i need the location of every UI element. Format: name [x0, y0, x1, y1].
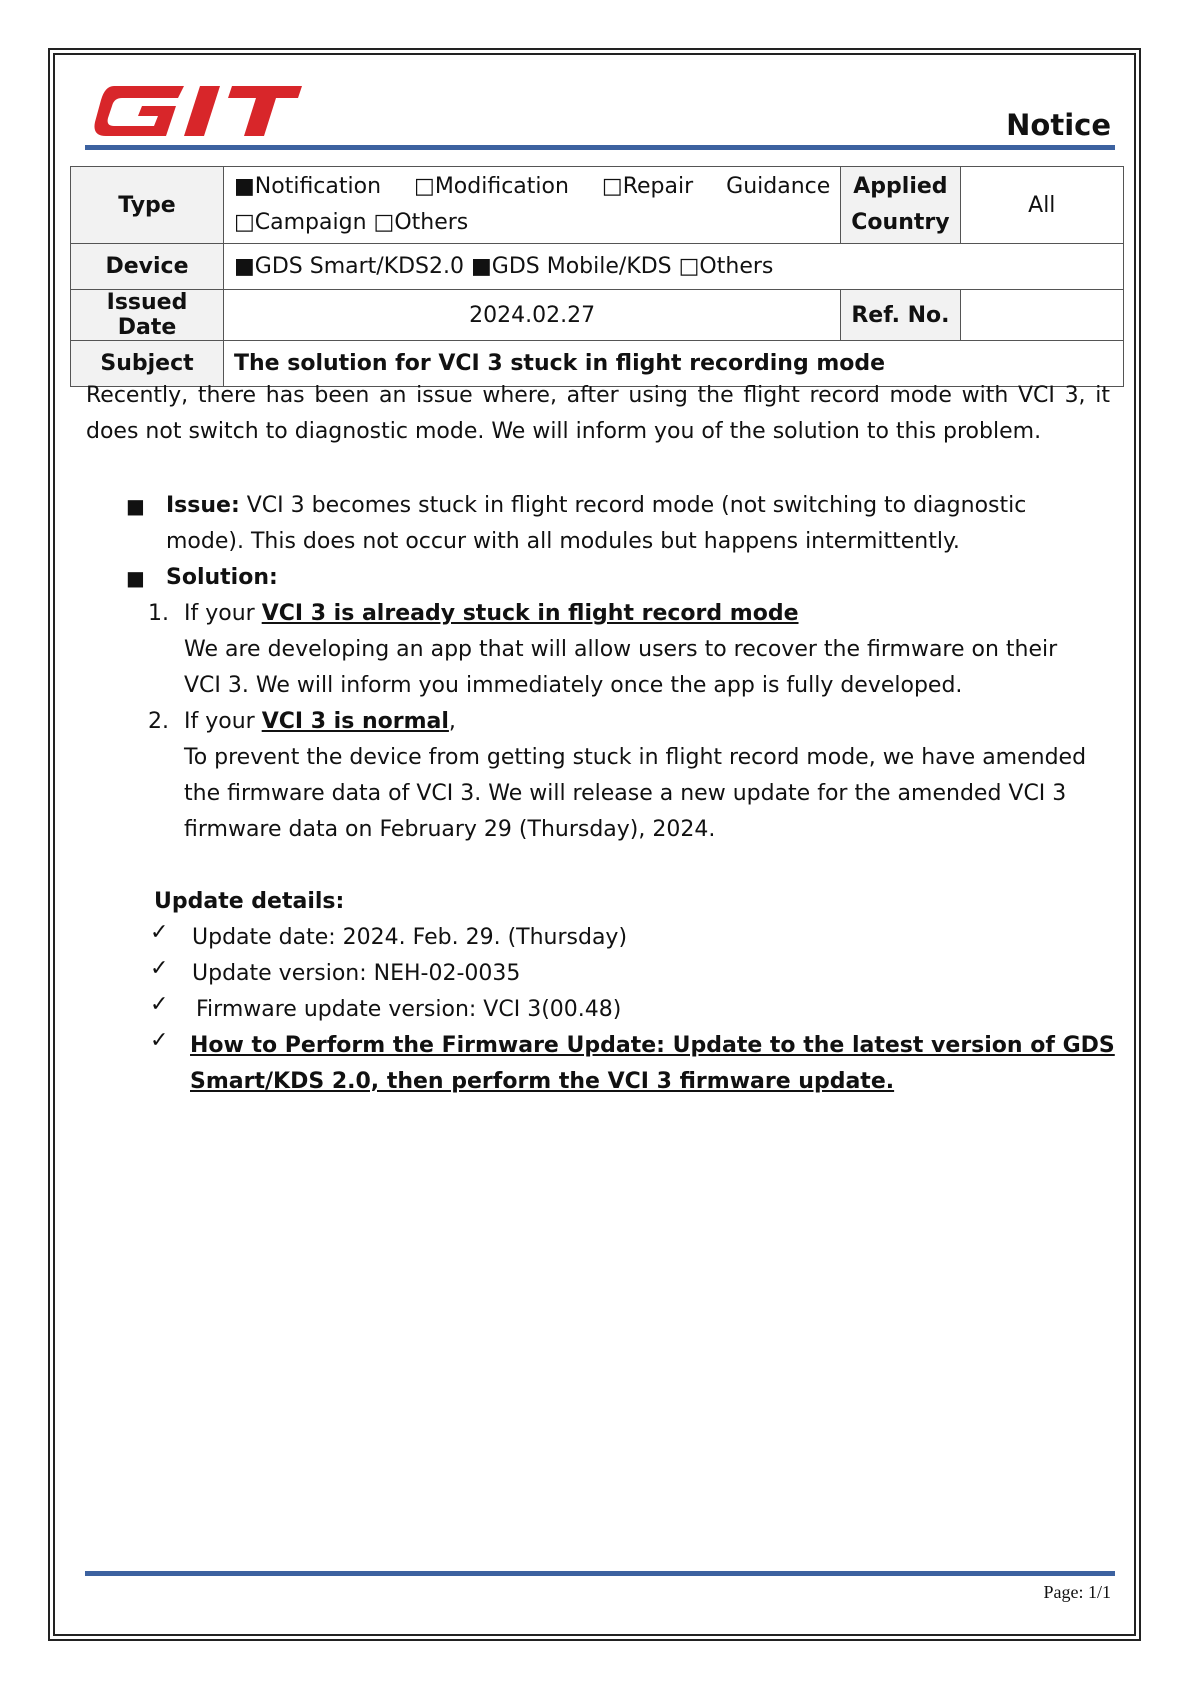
device-label: Device	[71, 244, 224, 290]
issued-row	[71, 290, 1124, 341]
device-value: ■GDS Smart/KDS2.0 ■GDS Mobile/KDS □Others	[224, 244, 1124, 290]
solution-1-line-2: VCI 3. We will inform you immediately once the app is fully developed.	[184, 673, 963, 698]
solution-2-line-3: firmware data on February 29 (Thursday), 2024.	[184, 817, 716, 842]
info-table	[70, 166, 1124, 387]
solution-1-heading: If your VCI 3 is already stuck in flight record mode	[184, 601, 799, 626]
solution-2-condition: VCI 3 is normal	[261, 709, 449, 734]
check-icon: ✓	[150, 956, 169, 981]
update-details-title: Update details:	[154, 889, 345, 914]
issue-line-2: mode). This does not occur with all modules but happens intermittently.	[166, 529, 960, 554]
header-rule	[85, 145, 1115, 150]
solution-label: Solution:	[166, 565, 278, 590]
how-to-update-line-2: Smart/KDS 2.0, then perform the VCI 3 firmware update.	[190, 1069, 895, 1094]
issue-line-1	[166, 488, 1026, 524]
solution-1-line-1: We are developing an app that will allow users to recover the firmware on their	[184, 637, 1058, 662]
subject-value: The solution for VCI 3 stuck in flight recording mode	[224, 341, 1124, 387]
issue-label: Issue:	[166, 493, 240, 518]
ref-no-value	[960, 290, 1123, 341]
subject-label: Subject	[71, 341, 224, 387]
type-option-repair: □Repair	[601, 174, 694, 199]
type-options	[224, 167, 841, 244]
page-number: Page: 1/1	[1043, 1582, 1111, 1602]
update-version: Update version: NEH-02-0035	[192, 961, 521, 986]
firmware-update-version: Firmware update version: VCI 3(00.48)	[196, 997, 622, 1022]
issue-bullet-icon: ■	[126, 494, 145, 518]
footer-rule	[85, 1571, 1115, 1576]
type-option-notification: ■Notification	[234, 174, 382, 199]
issued-date-label: Issued Date	[71, 290, 224, 341]
notice-title: Notice	[1006, 108, 1111, 142]
solution-2-line-1: To prevent the device from getting stuck in flight record mode, we have amended	[184, 745, 1087, 770]
applied-country-label: Applied Country	[841, 167, 960, 244]
solution-1-number: 1.	[148, 601, 169, 626]
type-label: Type	[71, 167, 224, 244]
update-date: Update date: 2024. Feb. 29. (Thursday)	[192, 925, 628, 950]
solution-1-condition: VCI 3 is already stuck in flight record mode	[261, 601, 799, 626]
type-option-campaign: □Campaign	[234, 210, 367, 235]
solution-2-number: 2.	[148, 709, 169, 734]
how-to-update-line-1: How to Perform the Firmware Update: Update to the latest version of GDS	[190, 1033, 1115, 1058]
type-option-modification: □Modification	[414, 174, 569, 199]
issued-date-value: 2024.02.27	[224, 290, 841, 341]
solution-2-line-2: the firmware data of VCI 3. We will release a new update for the amended VCI 3	[184, 781, 1067, 806]
device-row	[71, 244, 1124, 290]
git-logo	[92, 84, 302, 138]
check-icon: ✓	[150, 992, 169, 1017]
solution-2-heading: If your VCI 3 is normal,	[184, 709, 456, 734]
type-option-others: □Others	[373, 210, 469, 235]
ref-no-label: Ref. No.	[841, 290, 960, 341]
issue-text-1: VCI 3 becomes stuck in flight record mode (not switching to diagnostic	[239, 493, 1027, 518]
check-icon: ✓	[150, 1028, 169, 1053]
intro-paragraph: Recently, there has been an issue where, after using the flight record mode with VCI 3, it does not switch to diagnostic mode. We will inform you of the solution to this problem.	[86, 383, 1110, 444]
type-option-guidance: Guidance	[726, 174, 831, 199]
type-row	[71, 167, 1124, 244]
applied-country-value: All	[960, 167, 1123, 244]
check-icon: ✓	[150, 920, 169, 945]
notice-body	[86, 378, 1110, 450]
solution-bullet-icon: ■	[126, 566, 145, 590]
